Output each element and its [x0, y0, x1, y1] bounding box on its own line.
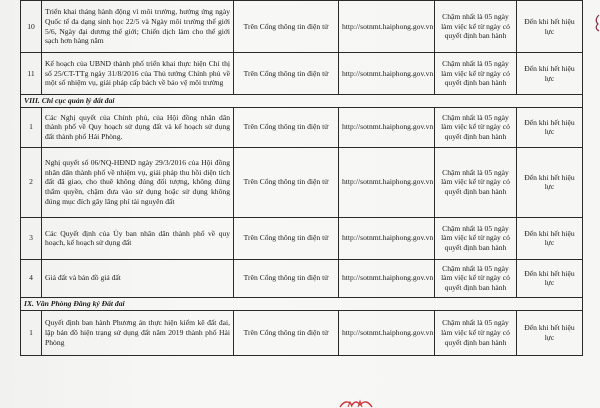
section-header [21, 95, 583, 108]
row-number: 11 [21, 53, 42, 95]
publication-deadline: Chậm nhất là 05 ngày làm việc kể từ ngày có quyết định ban hành [435, 107, 517, 147]
disclosure-table [20, 0, 583, 356]
effective-period: Đến khi hết hiệu lực [517, 53, 583, 95]
publication-site: http://sotnmt.haiphong.gov.vn [339, 217, 435, 259]
publication-deadline: Chậm nhất là 05 ngày làm việc kể từ ngày có quyết định ban hành [435, 1, 517, 53]
publication-form: Trên Cổng thông tin điện tử [234, 259, 339, 297]
document-content: Triển khai tháng hành động vì môi trường, hưởng ứng ngày Quốc tế đa dạng sinh học 22/5 và Ngày môi trường thế giới 5/6, Ngày đại dương thế giới; Chiến dịch làm cho thế giới sạch hơn hàng năm [42, 1, 234, 53]
section-header [21, 297, 583, 310]
table-row [21, 310, 583, 355]
effective-period: Đến khi hết hiệu lực [517, 147, 583, 217]
seal-stamp-fragment [338, 396, 374, 408]
publication-form: Trên Cổng thông tin điện tử [234, 107, 339, 147]
effective-period: Đến khi hết hiệu lực [517, 1, 583, 53]
publication-site: http://sotnmt.haiphong.gov.vn [339, 310, 435, 355]
publication-form: Trên Cổng thông tin điện tử [234, 53, 339, 95]
row-number: 2 [21, 147, 42, 217]
table-row [21, 53, 583, 95]
publication-site: http://sotnmt.haiphong.gov.vn [339, 107, 435, 147]
publication-form: Trên Cổng thông tin điện tử [234, 1, 339, 53]
publication-form: Trên Cổng thông tin điện tử [234, 217, 339, 259]
effective-period: Đến khi hết hiệu lực [517, 217, 583, 259]
row-number: 1 [21, 107, 42, 147]
section-title: IX. Văn Phòng Đăng ký Đất đai [21, 297, 583, 310]
publication-form: Trên Cổng thông tin điện tử [234, 147, 339, 217]
publication-site: http://sotnmt.haiphong.gov.vn [339, 259, 435, 297]
row-number: 3 [21, 217, 42, 259]
effective-period: Đến khi hết hiệu lực [517, 107, 583, 147]
publication-deadline: Chậm nhất là 05 ngày làm việc kể từ ngày có quyết định ban hành [435, 310, 517, 355]
table-row [21, 259, 583, 297]
document-content: Quyết định ban hành Phương án thực hiện kiểm kê đất đai, lập bản đồ hiện trạng sử dụng đất năm 2019 thành phố Hải Phòng [42, 310, 234, 355]
document-content: Các Nghị quyết của Chính phủ, của Hội đồng nhân dân thành phố về Quy hoạch sử dụng đất và kế hoạch sử dụng đất thành phố Hải Phòng. [42, 107, 234, 147]
publication-deadline: Chậm nhất là 05 ngày làm việc kể từ ngày có quyết định ban hành [435, 259, 517, 297]
row-number: 1 [21, 310, 42, 355]
document-content: Kế hoạch của UBND thành phố triển khai thực hiện Chỉ thị số 25/CT-TTg ngày 31/8/2016 của Thủ tướng Chính phủ về một số nhiệm vụ, giải pháp cấp bách về bảo vệ môi trường [42, 53, 234, 95]
table-row [21, 147, 583, 217]
row-number: 10 [21, 1, 42, 53]
row-number: 4 [21, 259, 42, 297]
publication-site: http://sotnmt.haiphong.gov.vn [339, 147, 435, 217]
publication-deadline: Chậm nhất là 05 ngày làm việc kể từ ngày có quyết định ban hành [435, 147, 517, 217]
publication-site: http://sotnmt.haiphong.gov.vn [339, 53, 435, 95]
seal-stamp-edge-fragment [592, 14, 600, 32]
document-content: Nghị quyết số 06/NQ-HĐND ngày 29/3/2016 của Hội đồng nhân dân thành phố về nhiệm vụ, giải pháp thu hồi diện tích đất đã giao, cho thuê không đúng đối tượng, không đúng thẩm quyền, chậm đưa vào sử dụng hoặc sử dụng không đúng mục đích gây lãng phí tài nguyên đất [42, 147, 234, 217]
document-content: Giá đất và bản đồ giá đất [42, 259, 234, 297]
effective-period: Đến khi hết hiệu lực [517, 259, 583, 297]
publication-site: http://sotnmt.haiphong.gov.vn [339, 1, 435, 53]
section-title: VIII. Chi cục quản lý đất đai [21, 95, 583, 108]
document-content: Các Quyết định của Ủy ban nhân dân thành phố về quy hoạch, kế hoạch sử dụng đất [42, 217, 234, 259]
publication-deadline: Chậm nhất là 05 ngày làm việc kể từ ngày có quyết định ban hành [435, 53, 517, 95]
table-row [21, 107, 583, 147]
table-row [21, 217, 583, 259]
publication-form: Trên Cổng thông tin điện tử [234, 310, 339, 355]
effective-period: Đến khi hết hiệu lực [517, 310, 583, 355]
table-row [21, 1, 583, 53]
publication-deadline: Chậm nhất là 05 ngày làm việc kể từ ngày có quyết định ban hành [435, 217, 517, 259]
